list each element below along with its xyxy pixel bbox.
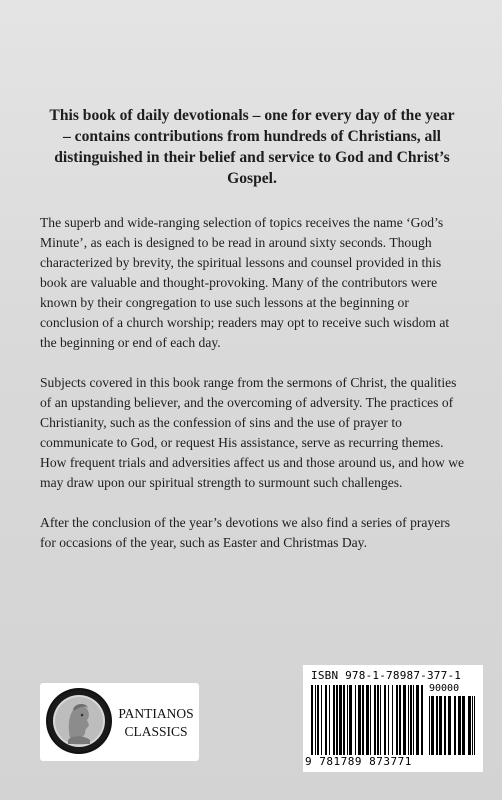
description-paragraph-1: The superb and wide-ranging selection of topics receives the name ‘God’s Minute’, as each is designed to be read in around sixty seconds. Though characterized by brevity, the spiritual lessons and counsel provided in this book are valuable and thought-provoking. Many of the contributors were known by their congregation to use such lessons at the beginning or conclusion of a church worship; readers may opt to receive such wisdom at the beginning or end of each day. — [40, 215, 450, 350]
isbn-text: ISBN 978-1-78987-377-1 — [311, 669, 462, 682]
publisher-logo — [40, 683, 199, 761]
addon-barcode-bars — [429, 696, 475, 755]
isbn-barcode — [303, 665, 483, 772]
price-code: 90000 — [429, 683, 460, 694]
ean-barcode-bars — [311, 685, 423, 755]
publisher-name-line1: PANTIANOS — [118, 706, 194, 721]
description-body — [40, 213, 466, 573]
publisher-name — [116, 705, 196, 741]
description-paragraph-3: After the conclusion of the year’s devotions we also find a series of prayers for occasions of the year, such as Easter and Christmas Day. — [40, 515, 451, 550]
ean-digits: 9 781789 873771 — [305, 755, 412, 768]
publisher-name-line2: CLASSICS — [124, 724, 188, 739]
classical-bust-medallion-icon — [46, 688, 112, 754]
cover-blurb: This book of daily devotionals – one for every day of the year – contains contributions from hundreds of Christians, all distinguished in their belief and service to God and Christ’s Gospel. — [49, 107, 455, 187]
description-paragraph-2: Subjects covered in this book range from the sermons of Christ, the qualities of an upstanding believer, and the overcoming of adversity. The practices of Christianity, such as the confession of sins and the use of prayer to communicate to God, or request His assistance, serve as recurring themes. How frequent trials and adversities affect us and those around us, and how we may draw upon our spiritual strength to surmount such challenges. — [40, 375, 465, 490]
